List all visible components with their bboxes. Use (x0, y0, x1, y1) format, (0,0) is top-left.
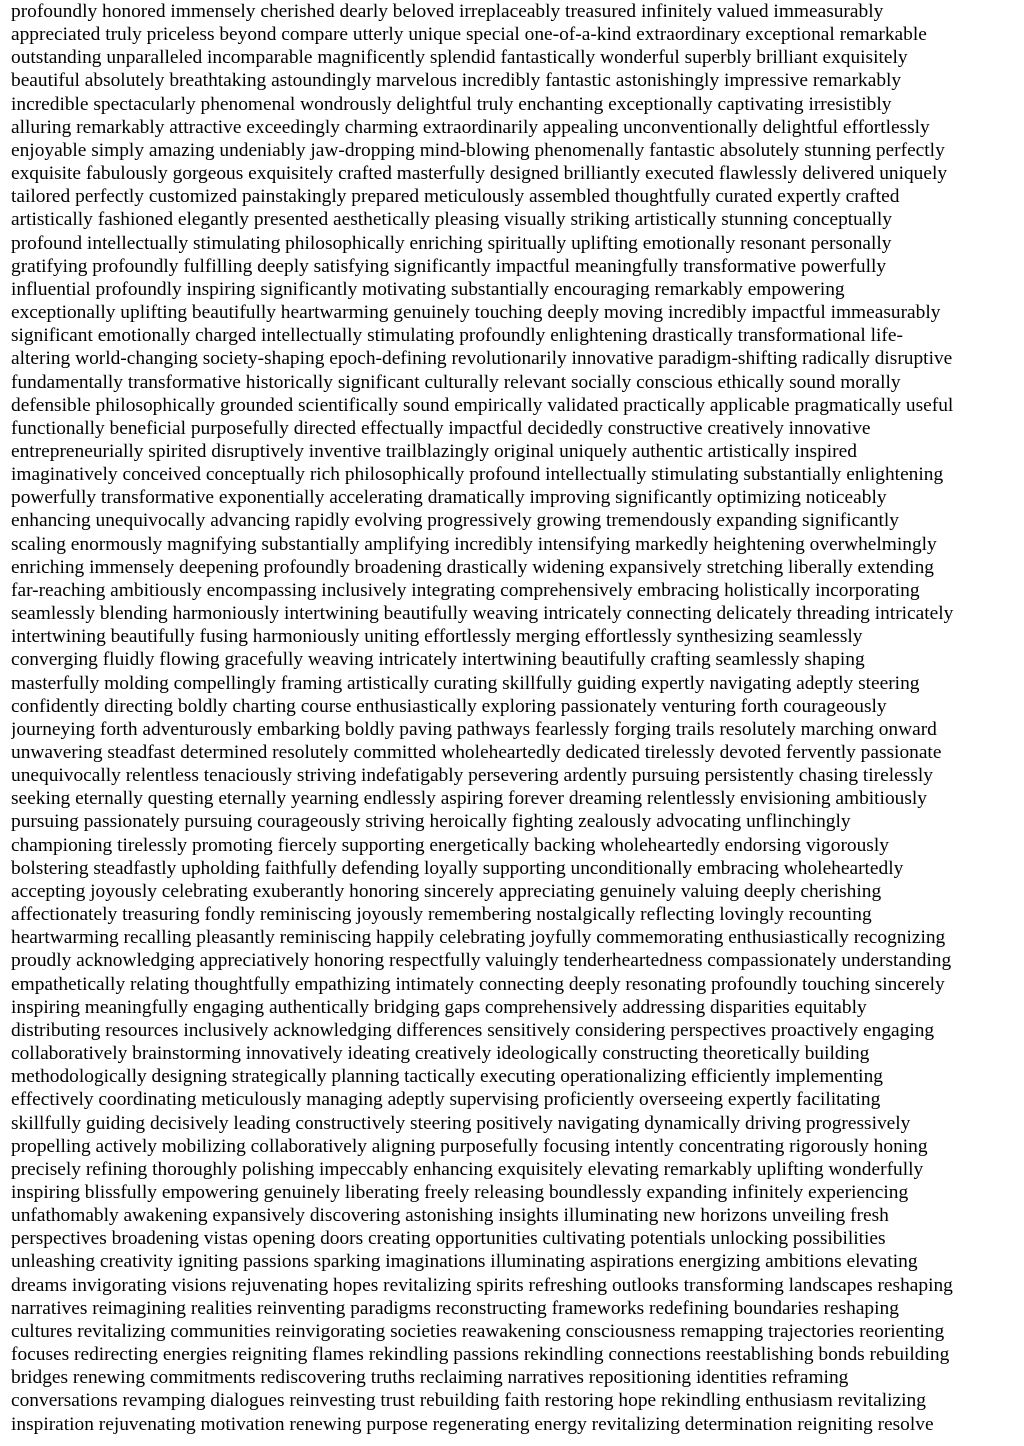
text-line: bolstering steadfastly upholding faithfully defending loyally supporting unconditionally embracing wholeheartedly (11, 857, 904, 879)
text-line: inspiration rejuvenating motivation renewing purpose regenerating energy revitalizing determination reigniting resolve (11, 1413, 934, 1435)
text-line: masterfully molding compellingly framing artistically curating skillfully guiding expertly navigating adeptly steering (11, 672, 920, 694)
text-line: accepting joyously celebrating exuberantly honoring sincerely appreciating genuinely valuing deeply cherishing (11, 880, 882, 902)
text-line: artistically fashioned elegantly presented aesthetically pleasing visually striking artistically stunning conceptually (11, 209, 892, 231)
text-line: influential profoundly inspiring significantly motivating substantially encouraging remarkably empowering (11, 278, 845, 300)
text-line: skillfully guiding decisively leading constructively steering positively navigating dynamically driving progressively (11, 1112, 911, 1134)
text-line: inspiring meaningfully engaging authentically bridging gaps comprehensively addressing disparities equitably (11, 996, 867, 1018)
text-line: functionally beneficial purposefully directed effectually impactful decidedly constructive creatively innovative (11, 417, 871, 439)
text-line: collaboratively brainstorming innovatively ideating creatively ideologically constructing theoretically building (11, 1043, 870, 1065)
text-line: significant emotionally charged intellectually stimulating profoundly enlightening drastically transformational life- (11, 325, 903, 347)
text-line: dreams invigorating visions rejuvenating hopes revitalizing spirits refreshing outlooks transforming landscapes reshaping (11, 1274, 953, 1296)
text-line: incredible spectacularly phenomenal wondrously delightful truly enchanting exceptionally captivating irresistibly (11, 93, 892, 115)
text-line: journeying forth adventurously embarking boldly paving pathways fearlessly forging trails resolutely marching onward (11, 718, 937, 740)
text-line: focuses redirecting energies reigniting flames rekindling passions rekindling connections reestablishing bonds rebuilding (11, 1344, 950, 1366)
text-line: distributing resources inclusively acknowledging differences sensitively considering perspectives proactively engaging (11, 1019, 935, 1041)
text-line: affectionately treasuring fondly reminiscing joyously remembering nostalgically reflecting lovingly recounting (11, 904, 872, 926)
text-line: bridges renewing commitments rediscovering truths reclaiming narratives repositioning identities reframing (11, 1367, 849, 1389)
text-line: precisely refining thoroughly polishing impeccably enhancing exquisitely elevating remarkably uplifting wonderfully (11, 1158, 924, 1180)
text-line: heartwarming recalling pleasantly reminiscing happily celebrating joyfully commemorating enthusiastically recognizing (11, 927, 946, 949)
text-line: tailored perfectly customized painstakingly prepared meticulously assembled thoughtfully curated expertly crafted (11, 186, 900, 208)
text-line: profoundly honored immensely cherished dearly beloved irreplaceably treasured infinitely valued immeasurably (11, 1, 884, 22)
text-line: confidently directing boldly charting course enthusiastically exploring passionately venturing forth courageously (11, 695, 887, 717)
text-line: powerfully transformative exponentially accelerating dramatically improving significantly optimizing noticeably (11, 487, 887, 509)
text-line: narratives reimagining realities reinventing paradigms reconstructing frameworks redefining boundaries reshaping (11, 1297, 899, 1319)
text-line: exquisite fabulously gorgeous exquisitely crafted masterfully designed brilliantly executed flawlessly delivered uniquely (11, 163, 948, 185)
text-line: unfathomably awakening expansively discovering astonishing insights illuminating new horizons unveiling fresh (11, 1205, 889, 1227)
text-line: defensible philosophically grounded scientifically sound empirically validated practically applicable pragmatically useful (11, 394, 954, 416)
text-line: scaling enormously magnifying substantially amplifying incredibly intensifying markedly heightening overwhelmingly (11, 533, 937, 555)
text-line: seamlessly blending harmoniously intertwining beautifully weaving intricately connecting delicately threading intricately (11, 603, 954, 625)
text-line: altering world-changing society-shaping epoch-defining revolutionarily innovative paradigm-shifting radically disruptive (11, 348, 953, 370)
text-line: unleashing creativity igniting passions sparking imaginations illuminating aspirations energizing ambitions elevating (11, 1251, 918, 1273)
text-line: imaginatively conceived conceptually rich philosophically profound intellectually stimulating substantially enlightening (11, 464, 944, 486)
document-page (11, 0, 1021, 1446)
text-line: alluring remarkably attractive exceedingly charming extraordinarily appealing unconventionally delightful effortlessly (11, 116, 930, 138)
text-line: beautiful absolutely breathtaking astoundingly marvelous incredibly fantastic astonishingly impressive remarkably (11, 70, 902, 92)
text-line: cultures revitalizing communities reinvigorating societies reawakening consciousness remapping trajectories reorienting (11, 1320, 945, 1342)
text-line: appreciated truly priceless beyond compare utterly unique special one-of-a-kind extraordinary exceptional remarkable (11, 24, 927, 46)
text-line: fundamentally transformative historically significant culturally relevant socially conscious ethically sound morally (11, 371, 901, 393)
text-line: pursuing passionately pursuing courageously striving heroically fighting zealously advocating unflinchingly (11, 811, 851, 833)
text-line: proudly acknowledging appreciatively honoring respectfully valuingly tenderheartedness compassionately understanding (11, 950, 952, 972)
text-line: enjoyable simply amazing undeniably jaw-dropping mind-blowing phenomenally fantastic absolutely stunning perfectly (11, 139, 945, 161)
text-line: empathetically relating thoughtfully empathizing intimately connecting deeply resonating profoundly touching sincerely (11, 973, 945, 995)
text-line: effectively coordinating meticulously managing adeptly supervising proficiently overseeing expertly facilitating (11, 1089, 881, 1111)
text-line: conversations revamping dialogues reinvesting trust rebuilding faith restoring hope rekindling enthusiasm revitalizing (11, 1390, 926, 1412)
text-line: entrepreneurially spirited disruptively inventive trailblazingly original uniquely authentic artistically inspired (11, 440, 857, 462)
text-line: outstanding unparalleled incomparable magnificently splendid fantastically wonderful superbly brilliant exquisitely (11, 47, 908, 69)
text-line: converging fluidly flowing gracefully weaving intricately intertwining beautifully crafting seamlessly shaping (11, 649, 865, 671)
text-line: far-reaching ambitiously encompassing inclusively integrating comprehensively embracing holistically incorporating (11, 579, 920, 601)
text-line: propelling actively mobilizing collaboratively aligning purposefully focusing intently concentrating rigorously honing (11, 1135, 928, 1157)
text-line: inspiring blissfully empowering genuinely liberating freely releasing boundlessly expanding infinitely experiencing (11, 1181, 909, 1203)
text-line: perspectives broadening vistas opening doors creating opportunities cultivating potentials unlocking possibilities (11, 1228, 886, 1250)
text-line: championing tirelessly promoting fiercely supporting energetically backing wholeheartedly endorsing vigorously (11, 834, 889, 856)
text-line: enriching immensely deepening profoundly broadening drastically widening expansively stretching liberally extending (11, 556, 934, 578)
text-line: unwavering steadfast determined resolutely committed wholeheartedly dedicated tirelessly devoted fervently passionate (11, 742, 942, 763)
text-line: enhancing unequivocally advancing rapidly evolving progressively growing tremendously expanding significantly (11, 510, 899, 532)
text-line: seeking eternally questing eternally yearning endlessly aspiring forever dreaming relentlessly envisioning ambitiously (11, 788, 927, 810)
text-line: unequivocally relentless tenaciously striving indefatigably persevering ardently pursuing persistently chasing tirelessly (11, 765, 933, 787)
text-line: intertwining beautifully fusing harmoniously uniting effortlessly merging effortlessly synthesizing seamlessly (11, 626, 863, 648)
text-line: exceptionally uplifting beautifully heartwarming genuinely touching deeply moving incredibly impactful immeasurably (11, 302, 941, 324)
text-line: gratifying profoundly fulfilling deeply satisfying significantly impactful meaningfully transformative powerfully (11, 255, 887, 277)
text-line: profound intellectually stimulating philosophically enriching spiritually uplifting emotionally resonant personally (11, 232, 892, 254)
text-line: methodologically designing strategically planning tactically executing operationalizing efficiently implementing (11, 1066, 883, 1088)
